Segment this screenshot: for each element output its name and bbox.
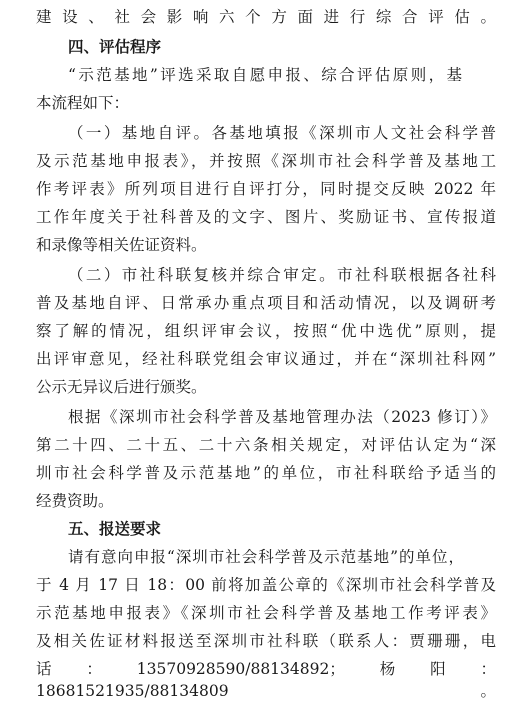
paragraph-line: 及相关佐证材料报送至深圳市社科联（联系人：贾珊珊，电 [36, 632, 496, 650]
paragraph-line-contact: 话：13570928590/88134892；杨阳：18681521935/88134809。 [36, 660, 496, 700]
paragraph-line: （一）基地自评。各基地填报《深圳市人文社会科学普 [68, 124, 496, 142]
section-heading-evaluation-procedure: 四、评估程序 [68, 38, 162, 56]
paragraph-line: （二）市社科联复核并综合审定。市社科联根据各社科 [68, 266, 496, 284]
paragraph-line: 第二十四、二十五、二十六条相关规定，对评估认定为“深 [36, 436, 496, 454]
paragraph-line: “示范基地”评选采取自愿申报、综合评估原则，基 [68, 66, 462, 84]
paragraph-line: 及示范基地申报表》，并按照《深圳市社会科学普及基地工 [36, 152, 496, 170]
paragraph-line: 工作年度关于社科普及的文字、图片、奖励证书、宣传报道 [36, 208, 496, 226]
paragraph-line: 和录像等相关佐证资料。 [36, 236, 207, 254]
paragraph-line: 出评审意见，经社科联党组会审议通过，并在“深圳社科网” [36, 350, 496, 368]
paragraph-line: 圳市社会科学普及示范基地”的单位，市社科联给予适当的 [36, 464, 496, 482]
section-heading-submission-requirements: 五、报送要求 [68, 520, 162, 538]
paragraph-line: 经费资助。 [36, 492, 114, 510]
paragraph-line: 公示无异议后进行颁奖。 [36, 378, 207, 396]
paragraph-line: 建设、社会影响六个方面进行综合评估。 [36, 8, 496, 26]
paragraph-line: 普及基地自评、日常承办重点项目和活动情况，以及调研考 [36, 294, 496, 312]
paragraph-line: 于 4 月 17 日 18：00 前将加盖公章的《深圳市社会科学普及 [36, 576, 496, 594]
paragraph-line: 请有意向申报“深圳市社会科学普及示范基地”的单位， [68, 548, 464, 566]
paragraph-line: 本流程如下： [36, 94, 130, 112]
paragraph-line: 察了解的情况，组织评审会议，按照“优中选优”原则，提 [36, 322, 496, 340]
paragraph-line: 示范基地申报表》《深圳市社会科学普及基地工作考评表》 [36, 604, 496, 622]
paragraph-line: 作考评表》所列项目进行自评打分，同时提交反映 2022 年 [36, 180, 496, 198]
paragraph-line: 根据《深圳市社会科学普及基地管理办法（2023 修订）》 [68, 408, 496, 426]
